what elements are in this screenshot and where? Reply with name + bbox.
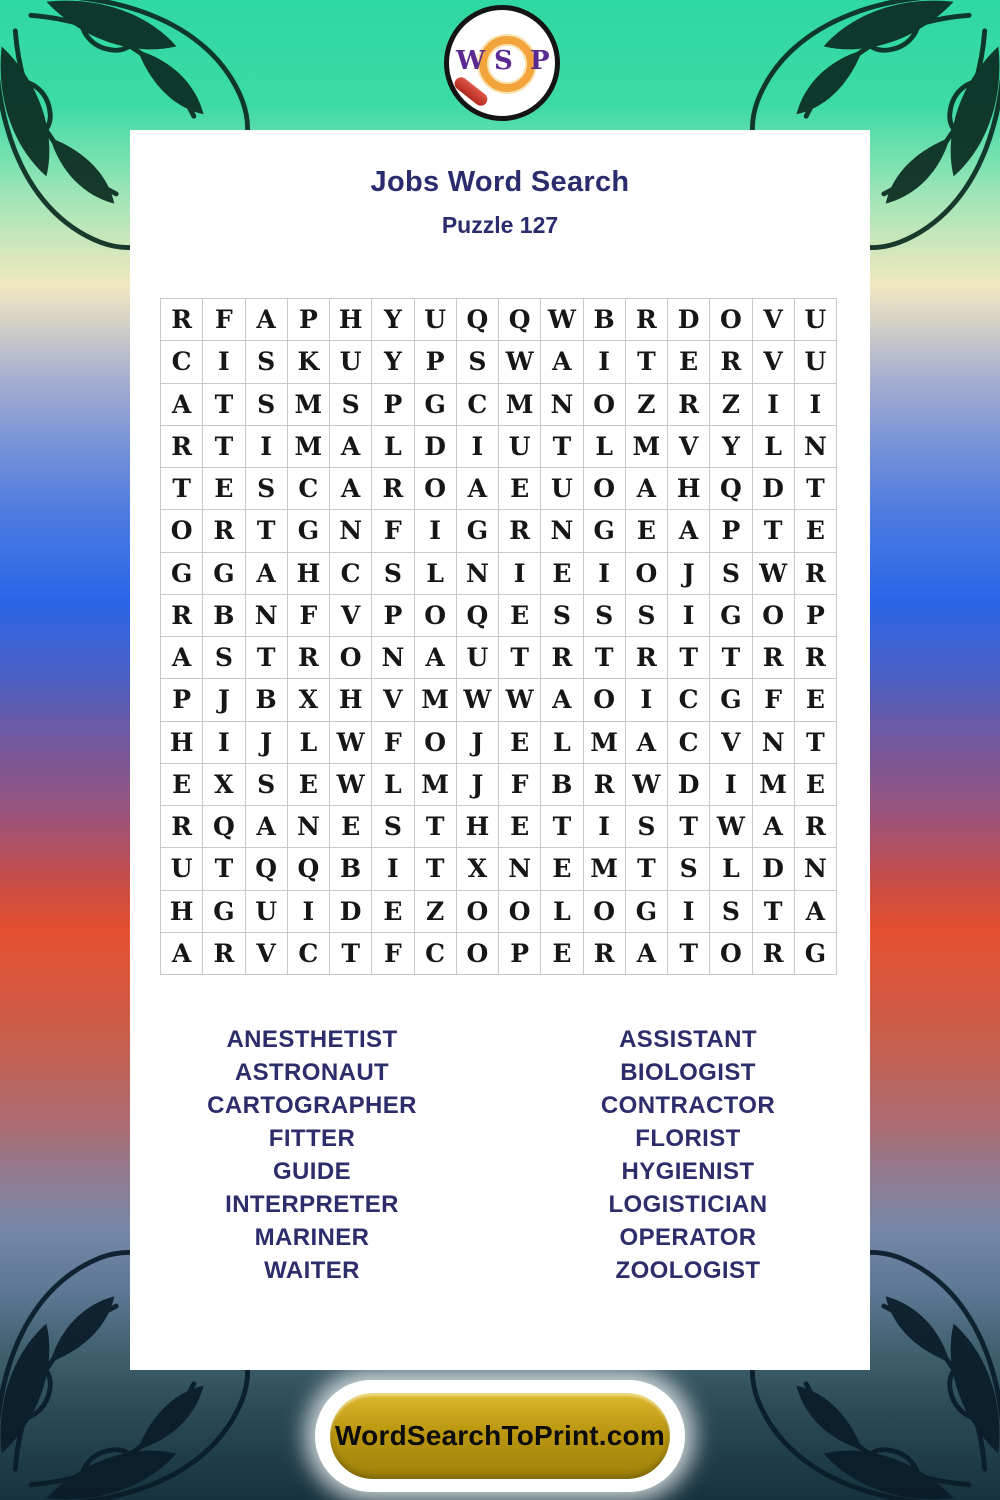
grid-cell-r15c6: E xyxy=(372,891,414,933)
grid-cell-r6c8: G xyxy=(457,510,499,552)
grid-cell-r8c10: S xyxy=(541,595,583,637)
grid-cell-r2c16: U xyxy=(795,341,837,383)
word-item: CONTRACTOR xyxy=(600,1092,776,1119)
grid-cell-r2c6: Y xyxy=(372,341,414,383)
grid-cell-r12c10: B xyxy=(541,764,583,806)
word-list-left xyxy=(152,1023,472,1287)
grid-cell-r15c3: U xyxy=(246,891,288,933)
grid-cell-r12c8: J xyxy=(457,764,499,806)
grid-cell-r2c8: S xyxy=(457,341,499,383)
grid-cell-r8c2: B xyxy=(203,595,245,637)
grid-cell-r1c2: F xyxy=(203,299,245,341)
grid-cell-r15c2: G xyxy=(203,891,245,933)
grid-cell-r9c5: O xyxy=(330,637,372,679)
grid-cell-r8c1: R xyxy=(161,595,203,637)
grid-cell-r14c11: M xyxy=(584,848,626,890)
grid-cell-r3c1: A xyxy=(161,384,203,426)
grid-cell-r1c8: Q xyxy=(457,299,499,341)
grid-cell-r16c11: R xyxy=(584,933,626,975)
site-logo xyxy=(434,2,570,128)
grid-cell-r16c9: P xyxy=(499,933,541,975)
grid-cell-r11c12: A xyxy=(626,722,668,764)
grid-cell-r11c15: N xyxy=(753,722,795,764)
grid-cell-r1c7: U xyxy=(415,299,457,341)
grid-cell-r16c1: A xyxy=(161,933,203,975)
grid-cell-r5c6: R xyxy=(372,468,414,510)
grid-cell-r9c1: A xyxy=(161,637,203,679)
grid-cell-r16c10: E xyxy=(541,933,583,975)
grid-cell-r14c6: I xyxy=(372,848,414,890)
grid-cell-r15c5: D xyxy=(330,891,372,933)
grid-cell-r5c15: D xyxy=(753,468,795,510)
grid-cell-r15c13: I xyxy=(668,891,710,933)
grid-cell-r11c14: V xyxy=(710,722,752,764)
grid-cell-r10c1: P xyxy=(161,679,203,721)
grid-cell-r8c11: S xyxy=(584,595,626,637)
grid-cell-r11c9: E xyxy=(499,722,541,764)
word-item: WAITER xyxy=(264,1257,360,1284)
grid-cell-r9c11: T xyxy=(584,637,626,679)
grid-cell-r7c10: E xyxy=(541,553,583,595)
grid-cell-r14c9: N xyxy=(499,848,541,890)
grid-cell-r2c4: K xyxy=(288,341,330,383)
grid-cell-r5c3: S xyxy=(246,468,288,510)
grid-cell-r1c14: O xyxy=(710,299,752,341)
grid-cell-r3c8: C xyxy=(457,384,499,426)
grid-cell-r7c13: J xyxy=(668,553,710,595)
word-item: ANESTHETIST xyxy=(226,1026,398,1053)
grid-cell-r6c3: T xyxy=(246,510,288,552)
grid-cell-r6c4: G xyxy=(288,510,330,552)
grid-cell-r6c1: O xyxy=(161,510,203,552)
grid-cell-r9c12: R xyxy=(626,637,668,679)
grid-cell-r1c11: B xyxy=(584,299,626,341)
grid-cell-r8c8: Q xyxy=(457,595,499,637)
grid-cell-r11c11: M xyxy=(584,722,626,764)
grid-cell-r3c5: S xyxy=(330,384,372,426)
grid-cell-r1c15: V xyxy=(753,299,795,341)
grid-cell-r3c6: P xyxy=(372,384,414,426)
grid-cell-r5c9: E xyxy=(499,468,541,510)
grid-cell-r8c4: F xyxy=(288,595,330,637)
grid-cell-r7c9: I xyxy=(499,553,541,595)
grid-cell-r1c5: H xyxy=(330,299,372,341)
puzzle-number: Puzzle 127 xyxy=(441,212,559,238)
grid-cell-r2c9: W xyxy=(499,341,541,383)
grid-cell-r14c5: B xyxy=(330,848,372,890)
grid-cell-r12c12: W xyxy=(626,764,668,806)
word-search-grid xyxy=(160,298,837,975)
grid-cell-r11c4: L xyxy=(288,722,330,764)
grid-cell-r5c8: A xyxy=(457,468,499,510)
grid-cell-r7c12: O xyxy=(626,553,668,595)
grid-cell-r12c5: W xyxy=(330,764,372,806)
grid-cell-r4c14: Y xyxy=(710,426,752,468)
grid-cell-r10c4: X xyxy=(288,679,330,721)
grid-cell-r1c1: R xyxy=(161,299,203,341)
grid-cell-r4c9: U xyxy=(499,426,541,468)
grid-cell-r9c14: T xyxy=(710,637,752,679)
grid-cell-r5c2: E xyxy=(203,468,245,510)
puzzle-card xyxy=(130,130,870,1370)
grid-cell-r8c3: N xyxy=(246,595,288,637)
grid-cell-r11c3: J xyxy=(246,722,288,764)
grid-cell-r4c15: L xyxy=(753,426,795,468)
grid-cell-r7c4: H xyxy=(288,553,330,595)
word-item: OPERATOR xyxy=(619,1224,757,1251)
grid-cell-r16c13: T xyxy=(668,933,710,975)
word-item: FITTER xyxy=(268,1125,356,1152)
grid-cell-r14c4: Q xyxy=(288,848,330,890)
grid-cell-r4c12: M xyxy=(626,426,668,468)
grid-cell-r6c2: R xyxy=(203,510,245,552)
grid-cell-r2c5: U xyxy=(330,341,372,383)
grid-cell-r13c16: R xyxy=(795,806,837,848)
grid-cell-r15c1: H xyxy=(161,891,203,933)
grid-cell-r7c11: I xyxy=(584,553,626,595)
grid-cell-r14c14: L xyxy=(710,848,752,890)
grid-cell-r2c15: V xyxy=(753,341,795,383)
grid-cell-r16c4: C xyxy=(288,933,330,975)
grid-cell-r8c13: I xyxy=(668,595,710,637)
grid-cell-r7c6: S xyxy=(372,553,414,595)
word-item: ASSISTANT xyxy=(619,1026,757,1053)
grid-cell-r3c12: Z xyxy=(626,384,668,426)
grid-cell-r9c13: T xyxy=(668,637,710,679)
grid-cell-r10c14: G xyxy=(710,679,752,721)
grid-cell-r12c15: M xyxy=(753,764,795,806)
grid-cell-r5c10: U xyxy=(541,468,583,510)
grid-cell-r5c12: A xyxy=(626,468,668,510)
grid-cell-r6c14: P xyxy=(710,510,752,552)
site-link-button[interactable]: WordSearchToPrint.com xyxy=(330,1393,670,1479)
grid-cell-r10c5: H xyxy=(330,679,372,721)
word-item: INTERPRETER xyxy=(225,1191,399,1218)
grid-cell-r1c4: P xyxy=(288,299,330,341)
grid-cell-r14c16: N xyxy=(795,848,837,890)
grid-cell-r16c14: O xyxy=(710,933,752,975)
grid-cell-r8c12: S xyxy=(626,595,668,637)
grid-cell-r6c9: R xyxy=(499,510,541,552)
grid-cell-r3c4: M xyxy=(288,384,330,426)
grid-cell-r4c8: I xyxy=(457,426,499,468)
grid-cell-r13c5: E xyxy=(330,806,372,848)
grid-cell-r10c6: V xyxy=(372,679,414,721)
grid-cell-r7c16: R xyxy=(795,553,837,595)
grid-cell-r15c14: S xyxy=(710,891,752,933)
grid-cell-r13c2: Q xyxy=(203,806,245,848)
grid-cell-r4c4: M xyxy=(288,426,330,468)
grid-cell-r3c3: S xyxy=(246,384,288,426)
grid-cell-r5c14: Q xyxy=(710,468,752,510)
grid-cell-r15c12: G xyxy=(626,891,668,933)
grid-cell-r9c7: A xyxy=(415,637,457,679)
grid-cell-r2c1: C xyxy=(161,341,203,383)
grid-cell-r12c9: F xyxy=(499,764,541,806)
grid-cell-r4c1: R xyxy=(161,426,203,468)
grid-cell-r1c10: W xyxy=(541,299,583,341)
grid-cell-r5c7: O xyxy=(415,468,457,510)
grid-cell-r10c13: C xyxy=(668,679,710,721)
grid-cell-r7c8: N xyxy=(457,553,499,595)
grid-cell-r2c12: T xyxy=(626,341,668,383)
logo-letter-s: S xyxy=(494,46,513,76)
grid-cell-r6c10: N xyxy=(541,510,583,552)
grid-cell-r16c8: O xyxy=(457,933,499,975)
word-item: BIOLOGIST xyxy=(620,1059,756,1086)
grid-cell-r6c16: E xyxy=(795,510,837,552)
grid-cell-r6c7: I xyxy=(415,510,457,552)
grid-cell-r8c6: P xyxy=(372,595,414,637)
grid-cell-r11c7: O xyxy=(415,722,457,764)
word-item: FLORIST xyxy=(635,1125,741,1152)
grid-cell-r16c7: C xyxy=(415,933,457,975)
grid-cell-r11c6: F xyxy=(372,722,414,764)
grid-cell-r7c5: C xyxy=(330,553,372,595)
grid-cell-r7c2: G xyxy=(203,553,245,595)
grid-cell-r13c15: A xyxy=(753,806,795,848)
grid-cell-r14c15: D xyxy=(753,848,795,890)
grid-cell-r1c12: R xyxy=(626,299,668,341)
grid-cell-r11c16: T xyxy=(795,722,837,764)
grid-cell-r6c13: A xyxy=(668,510,710,552)
grid-cell-r12c6: L xyxy=(372,764,414,806)
grid-cell-r2c3: S xyxy=(246,341,288,383)
grid-cell-r13c11: I xyxy=(584,806,626,848)
grid-cell-r13c10: T xyxy=(541,806,583,848)
page-title: Jobs Word Search xyxy=(370,166,630,198)
grid-cell-r8c9: E xyxy=(499,595,541,637)
word-item: LOGISTICIAN xyxy=(608,1191,768,1218)
grid-cell-r9c2: S xyxy=(203,637,245,679)
grid-cell-r13c13: T xyxy=(668,806,710,848)
grid-cell-r9c8: U xyxy=(457,637,499,679)
grid-cell-r16c6: F xyxy=(372,933,414,975)
grid-cell-r2c13: E xyxy=(668,341,710,383)
word-item: CARTOGRAPHER xyxy=(207,1092,417,1119)
grid-cell-r1c13: D xyxy=(668,299,710,341)
grid-cell-r9c6: N xyxy=(372,637,414,679)
grid-cell-r7c15: W xyxy=(753,553,795,595)
grid-cell-r9c10: R xyxy=(541,637,583,679)
grid-cell-r3c11: O xyxy=(584,384,626,426)
grid-cell-r15c15: T xyxy=(753,891,795,933)
grid-cell-r12c14: I xyxy=(710,764,752,806)
grid-cell-r15c10: L xyxy=(541,891,583,933)
grid-cell-r1c6: Y xyxy=(372,299,414,341)
grid-cell-r9c3: T xyxy=(246,637,288,679)
grid-cell-r16c5: T xyxy=(330,933,372,975)
grid-cell-r5c13: H xyxy=(668,468,710,510)
grid-cell-r13c7: T xyxy=(415,806,457,848)
grid-cell-r3c9: M xyxy=(499,384,541,426)
grid-cell-r4c7: D xyxy=(415,426,457,468)
grid-cell-r12c2: X xyxy=(203,764,245,806)
grid-cell-r16c3: V xyxy=(246,933,288,975)
grid-cell-r3c2: T xyxy=(203,384,245,426)
grid-cell-r7c1: G xyxy=(161,553,203,595)
grid-cell-r2c11: I xyxy=(584,341,626,383)
grid-cell-r4c10: T xyxy=(541,426,583,468)
grid-cell-r6c11: G xyxy=(584,510,626,552)
grid-cell-r11c5: W xyxy=(330,722,372,764)
grid-cell-r13c8: H xyxy=(457,806,499,848)
grid-cell-r3c14: Z xyxy=(710,384,752,426)
grid-cell-r2c10: A xyxy=(541,341,583,383)
grid-cell-r9c4: R xyxy=(288,637,330,679)
grid-cell-r10c10: A xyxy=(541,679,583,721)
grid-cell-r12c11: R xyxy=(584,764,626,806)
word-list-right xyxy=(528,1023,848,1287)
grid-cell-r12c7: M xyxy=(415,764,457,806)
logo-letter-w: W xyxy=(456,46,486,76)
grid-cell-r4c13: V xyxy=(668,426,710,468)
grid-cell-r13c12: S xyxy=(626,806,668,848)
grid-cell-r13c4: N xyxy=(288,806,330,848)
grid-cell-r8c16: P xyxy=(795,595,837,637)
grid-cell-r7c14: S xyxy=(710,553,752,595)
grid-cell-r13c14: W xyxy=(710,806,752,848)
grid-cell-r9c15: R xyxy=(753,637,795,679)
grid-cell-r10c16: E xyxy=(795,679,837,721)
grid-cell-r14c2: T xyxy=(203,848,245,890)
logo-letter-p: P xyxy=(530,46,550,76)
grid-cell-r15c11: O xyxy=(584,891,626,933)
grid-cell-r14c12: T xyxy=(626,848,668,890)
grid-cell-r13c3: A xyxy=(246,806,288,848)
grid-cell-r2c7: P xyxy=(415,341,457,383)
grid-cell-r4c6: L xyxy=(372,426,414,468)
grid-cell-r1c16: U xyxy=(795,299,837,341)
grid-cell-r12c16: E xyxy=(795,764,837,806)
grid-cell-r15c7: Z xyxy=(415,891,457,933)
grid-cell-r3c16: I xyxy=(795,384,837,426)
grid-cell-r5c11: O xyxy=(584,468,626,510)
grid-cell-r7c3: A xyxy=(246,553,288,595)
grid-cell-r10c7: M xyxy=(415,679,457,721)
grid-cell-r6c12: E xyxy=(626,510,668,552)
grid-cell-r10c11: O xyxy=(584,679,626,721)
grid-cell-r13c1: R xyxy=(161,806,203,848)
grid-cell-r8c14: G xyxy=(710,595,752,637)
grid-cell-r5c16: T xyxy=(795,468,837,510)
grid-cell-r4c16: N xyxy=(795,426,837,468)
grid-cell-r6c5: N xyxy=(330,510,372,552)
grid-cell-r16c12: A xyxy=(626,933,668,975)
word-item: ASTRONAUT xyxy=(234,1059,390,1086)
grid-cell-r10c8: W xyxy=(457,679,499,721)
grid-cell-r11c2: I xyxy=(203,722,245,764)
grid-cell-r16c15: R xyxy=(753,933,795,975)
grid-cell-r10c12: I xyxy=(626,679,668,721)
grid-cell-r4c5: A xyxy=(330,426,372,468)
grid-cell-r9c16: R xyxy=(795,637,837,679)
grid-cell-r6c6: F xyxy=(372,510,414,552)
grid-cell-r1c9: Q xyxy=(499,299,541,341)
grid-cell-r5c5: A xyxy=(330,468,372,510)
grid-cell-r10c9: W xyxy=(499,679,541,721)
grid-cell-r11c1: H xyxy=(161,722,203,764)
grid-cell-r16c2: R xyxy=(203,933,245,975)
grid-cell-r15c4: I xyxy=(288,891,330,933)
word-item: MARINER xyxy=(254,1224,370,1251)
grid-cell-r14c8: X xyxy=(457,848,499,890)
grid-cell-r12c1: E xyxy=(161,764,203,806)
grid-cell-r11c8: J xyxy=(457,722,499,764)
grid-cell-r15c9: O xyxy=(499,891,541,933)
grid-cell-r11c13: C xyxy=(668,722,710,764)
grid-cell-r5c4: C xyxy=(288,468,330,510)
grid-cell-r14c3: Q xyxy=(246,848,288,890)
grid-cell-r12c13: D xyxy=(668,764,710,806)
word-item: GUIDE xyxy=(272,1158,351,1185)
grid-cell-r14c10: E xyxy=(541,848,583,890)
grid-cell-r3c7: G xyxy=(415,384,457,426)
word-item: HYGIENIST xyxy=(621,1158,755,1185)
grid-cell-r12c4: E xyxy=(288,764,330,806)
grid-cell-r14c1: U xyxy=(161,848,203,890)
grid-cell-r2c14: R xyxy=(710,341,752,383)
grid-cell-r4c11: L xyxy=(584,426,626,468)
grid-cell-r15c8: O xyxy=(457,891,499,933)
grid-cell-r8c7: O xyxy=(415,595,457,637)
grid-cell-r14c7: T xyxy=(415,848,457,890)
grid-cell-r1c3: A xyxy=(246,299,288,341)
grid-cell-r12c3: S xyxy=(246,764,288,806)
grid-cell-r8c5: V xyxy=(330,595,372,637)
grid-cell-r13c9: E xyxy=(499,806,541,848)
grid-cell-r4c2: T xyxy=(203,426,245,468)
grid-cell-r10c2: J xyxy=(203,679,245,721)
grid-cell-r14c13: S xyxy=(668,848,710,890)
grid-cell-r10c3: B xyxy=(246,679,288,721)
site-link-glow xyxy=(315,1380,685,1492)
grid-cell-r3c15: I xyxy=(753,384,795,426)
grid-cell-r15c16: A xyxy=(795,891,837,933)
grid-cell-r13c6: S xyxy=(372,806,414,848)
grid-cell-r3c13: R xyxy=(668,384,710,426)
grid-cell-r2c2: I xyxy=(203,341,245,383)
grid-cell-r5c1: T xyxy=(161,468,203,510)
grid-cell-r9c9: T xyxy=(499,637,541,679)
grid-cell-r4c3: I xyxy=(246,426,288,468)
grid-cell-r7c7: L xyxy=(415,553,457,595)
grid-cell-r6c15: T xyxy=(753,510,795,552)
grid-cell-r8c15: O xyxy=(753,595,795,637)
grid-cell-r16c16: G xyxy=(795,933,837,975)
word-item: ZOOLOGIST xyxy=(615,1257,761,1284)
grid-cell-r11c10: L xyxy=(541,722,583,764)
grid-cell-r3c10: N xyxy=(541,384,583,426)
grid-cell-r10c15: F xyxy=(753,679,795,721)
